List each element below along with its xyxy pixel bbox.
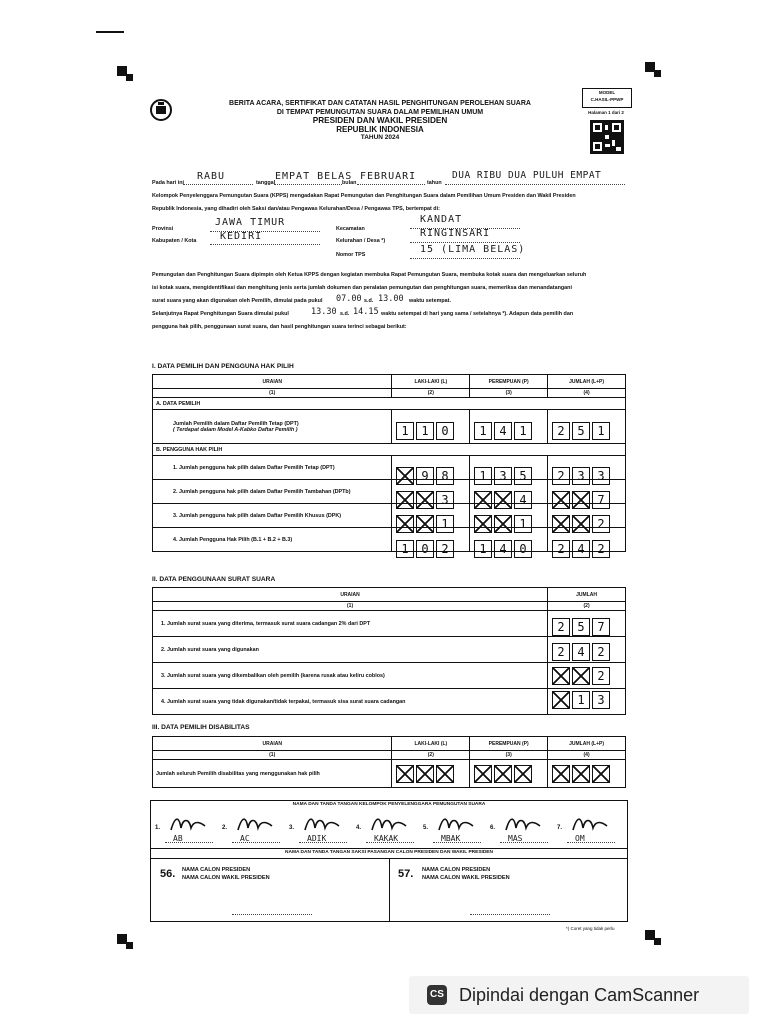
header-line2: DI TEMPAT PEMUNGUTAN SUARA DALAM PEMILIHAN UMUM	[276, 108, 484, 116]
corner-marker-tr-inner	[654, 70, 661, 77]
signature-scribble-icon	[569, 814, 611, 836]
candidate-56-number: 56.	[160, 868, 176, 880]
kecamatan-label: Kecamatan	[336, 226, 365, 232]
intro-text2: Republik Indonesia, yang dihadiri oleh Saksi dan/atau Pengawas Kelurahan/Desa / Pengawas TPS, bertempat di:	[152, 206, 440, 212]
header-line5: TAHUN 2024	[360, 134, 400, 141]
header-line3: PRESIDEN DAN WAKIL PRESIDEN	[312, 116, 448, 125]
s1-n1: (1)	[153, 389, 392, 398]
time-text2: isi kotak suara, mengidentifikasi dan menghitung jenis serta jumlah dokumen dan peralatan pemungutan dan penghitungan suara, memeriksa dan menandatangani	[152, 285, 572, 291]
s1-b4-label: 4. Jumlah Pengguna Hak Pilih (B.1 + B.2 + B.3)	[153, 528, 392, 552]
s1-n2: (2)	[392, 389, 470, 398]
bulan-value: FEBRUARI	[360, 171, 417, 182]
model-code: C.HASIL-PPWP	[590, 97, 624, 102]
dis-perempuan-boxes	[474, 765, 532, 783]
s1-col-p: PEREMPUAN (P)	[470, 375, 548, 389]
b4-laki-boxes: 1 0 2	[396, 540, 454, 558]
kpps-member-name: MBAK	[441, 834, 461, 843]
b4-jumlah-boxes: 2 4 2	[552, 540, 610, 558]
kpps-member-name: AB	[173, 834, 183, 843]
candidate-57-number: 57.	[398, 868, 414, 880]
s1-b3-label: 3. Jumlah pengguna hak pilih dalam Daftar Pemilih Khusus (DPK)	[153, 504, 392, 528]
s3-col-l: LAKI-LAKI (L)	[392, 737, 470, 751]
tanggal-value: EMPAT BELAS	[275, 171, 353, 182]
s3-n3: (3)	[470, 751, 548, 760]
dpt-jumlah-boxes: 2 5 1	[552, 422, 610, 440]
kelurahan-label: Kelurahan / Desa *)	[336, 238, 386, 244]
provinsi-label: Provinsi	[152, 226, 174, 232]
corner-marker-br-inner	[654, 938, 661, 945]
b1-perempuan-boxes: 1 3 5	[474, 467, 532, 485]
s1-col-uraian: URAIAN	[153, 375, 392, 389]
signature-scribble-icon	[301, 814, 343, 836]
kpps-member-name: ADIK	[307, 834, 327, 843]
footnote: *) Coret yang tidak perlu	[566, 926, 615, 931]
kpps-member-number: 6.	[490, 825, 496, 831]
kabupaten-label: Kabupaten / Kota	[152, 238, 197, 244]
dpt-perempuan-boxes: 1 4 1	[474, 422, 532, 440]
time-text5: pengguna hak pilih, penggunaan surat suara, dan hasil penghitungan suara terinci sebagai berikut:	[152, 324, 407, 330]
tps-label: Nomor TPS	[336, 252, 366, 258]
header-line1: BERITA ACARA, SERTIFIKAT DAN CATATAN HASIL PENGHITUNGAN PEROLEHAN SUARA	[229, 100, 531, 107]
tahun-label: tahun	[427, 180, 442, 186]
dis-jumlah-boxes	[552, 765, 610, 783]
section2-title: II. DATA PENGGUNAAN SURAT SUARA	[152, 576, 276, 583]
tahun-value: DUA RIBU DUA PULUH EMPAT	[452, 170, 602, 181]
s3-col-uraian: URAIAN	[153, 737, 392, 751]
kpps-member-number: 7.	[557, 825, 563, 831]
time-text3b: waktu setempat.	[409, 298, 451, 304]
page-indicator: Halaman 1 dari 2	[588, 110, 624, 115]
ss-tidak-digunakan-boxes: 1 3	[552, 691, 610, 709]
s1-n4: (4)	[548, 389, 626, 398]
candidate-56-names: NAMA CALON PRESIDEN NAMA CALON WAKIL PRESIDEN	[182, 867, 270, 881]
signature-scribble-icon	[502, 814, 544, 836]
hari-value: RABU	[197, 171, 226, 182]
kpps-member-number: 3.	[289, 825, 295, 831]
kelurahan-value: RINGINSARI	[420, 228, 491, 239]
s1-a1-label: Jumlah Pemilih dalam Daftar Pemilih Tetap (DPT) ( Terdapat dalam Model A-Kabko Daftar Pemilih )	[153, 410, 392, 444]
kpps-member-name: OM	[575, 834, 585, 843]
time-text3a: surat suara yang akan digunakan oleh Pemilih, dimulai pada pukul	[152, 298, 323, 304]
saksi-divider	[389, 859, 390, 922]
kpps-member-number: 1.	[155, 825, 161, 831]
signature-scribble-icon	[368, 814, 410, 836]
kpps-member-name: AC	[240, 834, 250, 843]
signature-scribble-icon	[234, 814, 276, 836]
dpt-laki-boxes: 1 1 0	[396, 422, 454, 440]
kabupaten-value: KEDIRI	[220, 231, 263, 242]
ss-digunakan-boxes: 2 4 2	[552, 643, 610, 661]
s3-n1: (1)	[153, 751, 392, 760]
b1-jumlah-boxes: 2 3 3	[552, 467, 610, 485]
camscanner-badge	[409, 976, 749, 1014]
s2-col-uraian: URAIAN	[153, 588, 548, 602]
corner-marker-bl-inner	[126, 942, 133, 949]
s1-a-title: A. DATA PEMILIH	[153, 398, 626, 410]
b3-perempuan-boxes: 1	[474, 515, 532, 533]
signature-scribble-icon	[435, 814, 477, 836]
kpps-member-name: KAKAK	[374, 834, 399, 843]
kecamatan-value: KANDAT	[420, 214, 463, 225]
document-header	[180, 100, 580, 143]
sd-1: s.d.	[364, 298, 374, 304]
s1-b1-label: 1. Jumlah pengguna hak pilih dalam Daftar Pemilih Tetap (DPT)	[153, 456, 392, 480]
section3-title: III. DATA PEMILIH DISABILITAS	[152, 724, 250, 731]
s1-col-l: LAKI-LAKI (L)	[392, 375, 470, 389]
s1-col-j: JUMLAH (L+P)	[548, 375, 626, 389]
s2-col-j: JUMLAH	[548, 588, 626, 602]
b1-laki-boxes: 9 8	[396, 467, 454, 485]
header-line4: REPUBLIK INDONESIA	[336, 124, 424, 134]
s1-n3: (3)	[470, 389, 548, 398]
saksi-signature-title: NAMA DAN TANDA TANGAN SAKSI PASANGAN CALON PRESIDEN DAN WAKIL PRESIDEN	[285, 850, 493, 855]
kpu-logo-icon	[150, 98, 172, 122]
ss-dikembalikan-boxes: 2	[552, 667, 610, 685]
kpps-member-number: 4.	[356, 825, 362, 831]
model-box	[582, 88, 632, 108]
s3-col-j: JUMLAH (L+P)	[548, 737, 626, 751]
s3-col-p: PEREMPUAN (P)	[470, 737, 548, 751]
qr-code-icon	[590, 120, 624, 154]
s2-r4-label: 4. Jumlah surat suara yang tidak digunakan/tidak terpakai, termasuk sisa surat suara cadangan	[153, 689, 548, 715]
candidate-57-names: NAMA CALON PRESIDEN NAMA CALON WAKIL PRESIDEN	[422, 867, 510, 881]
bulan-label: bulan	[342, 180, 357, 186]
intro-text1: Kelompok Penyelenggara Pemungutan Suara (KPPS) mengadakan Rapat Pemungutan dan Penghitungan Suara dalam Pemilihan Umum Presiden dan Wakil Presiden	[152, 193, 576, 199]
provinsi-value: JAWA TIMUR	[215, 217, 286, 228]
b2-perempuan-boxes: 4	[474, 491, 532, 509]
end-time-2: 14.15	[353, 307, 379, 317]
s2-r2-label: 2. Jumlah surat suara yang digunakan	[153, 637, 548, 663]
time-text4a: Selanjutnya Rapat Penghitungan Suara dimulai pukul	[152, 311, 289, 317]
ss-diterima-boxes: 2 5 7	[552, 618, 610, 636]
b4-perempuan-boxes: 1 4 0	[474, 540, 532, 558]
model-label: MODEL	[598, 90, 616, 95]
s3-n2: (2)	[392, 751, 470, 760]
section1-title: I. DATA PEMILIH DAN PENGGUNA HAK PILIH	[152, 363, 294, 370]
dis-laki-boxes	[396, 765, 454, 783]
time-text1: Pemungutan dan Penghitungan Suara dipimpin oleh Ketua KPPS dengan kegiatan membuka Rapat Pemungutan Suara, membuka kotak suara dan mengeluarkan seluruh	[152, 272, 587, 278]
b3-jumlah-boxes: 2	[552, 515, 610, 533]
kpps-signature-title: NAMA DAN TANDA TANGAN KELOMPOK PENYELENGGARA PEMUNGUTAN SUARA	[292, 802, 486, 807]
s2-n1: (1)	[153, 602, 548, 611]
b2-laki-boxes: 3	[396, 491, 454, 509]
s2-r1-label: 1. Jumlah surat suara yang diterima, termasuk surat suara cadangan 2% dari DPT	[153, 611, 548, 637]
b3-laki-boxes: 1	[396, 515, 454, 533]
corner-marker-tl-inner	[126, 74, 133, 81]
scan-edge-mark	[96, 31, 124, 33]
s1-b2-label: 2. Jumlah pengguna hak pilih dalam Daftar Pemilih Tambahan (DPTb)	[153, 480, 392, 504]
time-text4b: waktu setempat di hari yang sama / setelahnya *). Adapun data pemilih dan	[381, 311, 574, 317]
s1-b-title: B. PENGGUNA HAK PILIH	[153, 444, 626, 456]
camscanner-text: Dipindai dengan CamScanner	[459, 984, 700, 1005]
sd-2: s.d.	[340, 311, 350, 317]
s3-n4: (4)	[548, 751, 626, 760]
kpps-member-number: 5.	[423, 825, 429, 831]
camscanner-logo-icon: CS	[427, 985, 447, 1005]
tps-value: 15 (LIMA BELAS)	[420, 244, 526, 255]
tanggal-label: tanggal	[256, 180, 276, 186]
s3-r1-label: Jumlah seluruh Pemilih disabilitas yang menggunakan hak pilih	[153, 760, 392, 788]
kpps-member-name: MAS	[508, 834, 523, 843]
start-time-2: 13.30	[311, 307, 337, 317]
signature-scribble-icon	[167, 814, 209, 836]
s2-n2: (2)	[548, 602, 626, 611]
start-time-1: 07.00	[336, 294, 362, 304]
pada-hari-ini-label: Pada hari ini	[152, 180, 185, 186]
end-time-1: 13.00	[378, 294, 404, 304]
kpps-member-number: 2.	[222, 825, 228, 831]
s2-r3-label: 3. Jumlah surat suara yang dikembalikan oleh pemilih (karena rusak atau keliru coblos)	[153, 663, 548, 689]
b2-jumlah-boxes: 7	[552, 491, 610, 509]
